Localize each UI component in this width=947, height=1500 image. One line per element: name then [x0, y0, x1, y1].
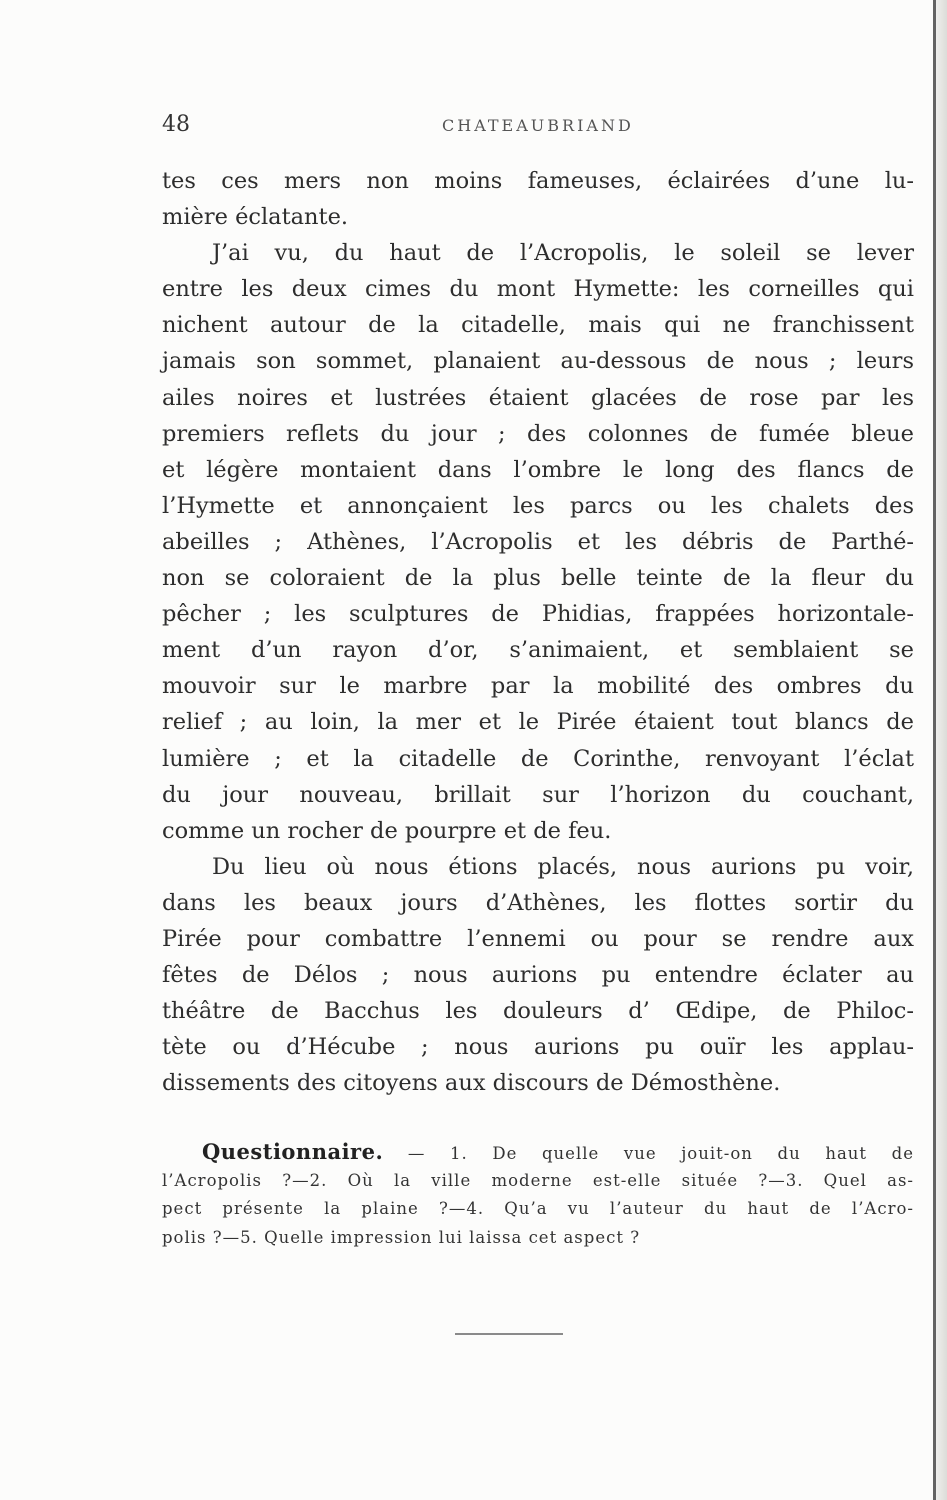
text-line: mière éclatante.	[162, 204, 349, 231]
page-number: 48	[162, 112, 190, 137]
text-line: jamais son sommet, planaient au-dessous de nous ; leurs	[162, 348, 914, 375]
text-line: ailes noires et lustrées étaient glacées de rose par les	[162, 384, 914, 411]
text-line: Pirée pour combattre l’ennemi ou pour se rendre aux	[162, 925, 914, 952]
text-line: tes ces mers non moins fameuses, éclairées d’une lu-	[162, 168, 914, 194]
text-line: pêcher ; les sculptures de Phidias, frappées horizontale-	[162, 601, 914, 628]
text-line: l’Hymette et annonçaient les parcs ou les chalets des	[162, 492, 914, 519]
text-line: J’ai vu, du haut de l’Acropolis, le soleil se lever	[212, 240, 914, 267]
text-line: dans les beaux jours d’Athènes, les flottes sortir du	[162, 889, 914, 916]
questionnaire-line: l’Acropolis ?—2. Où la ville moderne est-elle située ?—3. Quel as-	[162, 1170, 914, 1190]
text-line: théâtre de Bacchus les douleurs d’ Œdipe, de Philoc-	[162, 998, 914, 1025]
page-right-edge-line	[933, 0, 936, 1500]
questionnaire-first-line	[162, 1138, 914, 1167]
questionnaire-heading: Questionnaire.	[202, 1139, 384, 1164]
text-line: du jour nouveau, brillait sur l’horizon du couchant,	[162, 781, 914, 808]
text-line: mouvoir sur le marbre par la mobilité des ombres du	[162, 673, 914, 700]
text-line: relief ; au loin, la mer et le Pirée étaient tout blancs de	[162, 709, 914, 736]
text-line: dissements des citoyens aux discours de Démosthène.	[162, 1070, 781, 1097]
section-divider	[455, 1333, 563, 1335]
text-line: nichent autour de la citadelle, mais qui ne franchissent	[162, 312, 914, 339]
questionnaire	[162, 1138, 914, 1252]
questionnaire-question-1: — 1. De quelle vue jouit-on du haut de	[383, 1144, 914, 1163]
running-title: CHATEAUBRIAND	[442, 116, 634, 135]
body-text	[162, 163, 914, 1101]
text-line: abeilles ; Athènes, l’Acropolis et les débris de Parthé-	[162, 528, 914, 555]
text-line: fêtes de Délos ; nous aurions pu entendre éclater au	[162, 962, 914, 989]
text-line: tète ou d’Hécube ; nous aurions pu ouïr les applau-	[162, 1034, 914, 1061]
text-line: non se coloraient de la plus belle teinte de la fleur du	[162, 565, 914, 592]
text-line: premiers reflets du jour ; des colonnes de fumée bleue	[162, 420, 914, 447]
text-line: entre les deux cimes du mont Hymette: les corneilles qui	[162, 276, 914, 303]
text-line: ment d’un rayon d’or, s’animaient, et semblaient se	[162, 637, 914, 664]
text-line: lumière ; et la citadelle de Corinthe, renvoyant l’éclat	[162, 745, 914, 772]
questionnaire-line: pect présente la plaine ?—4. Qu’a vu l’auteur du haut de l’Acro-	[162, 1199, 914, 1218]
page-header	[162, 112, 914, 142]
questionnaire-line: polis ?—5. Quelle impression lui laissa cet aspect ?	[162, 1227, 641, 1247]
text-line: Du lieu où nous étions placés, nous aurions pu voir,	[212, 853, 914, 880]
text-line: et légère montaient dans l’ombre le long des flancs de	[162, 456, 914, 483]
text-line: comme un rocher de pourpre et de feu.	[162, 817, 612, 844]
